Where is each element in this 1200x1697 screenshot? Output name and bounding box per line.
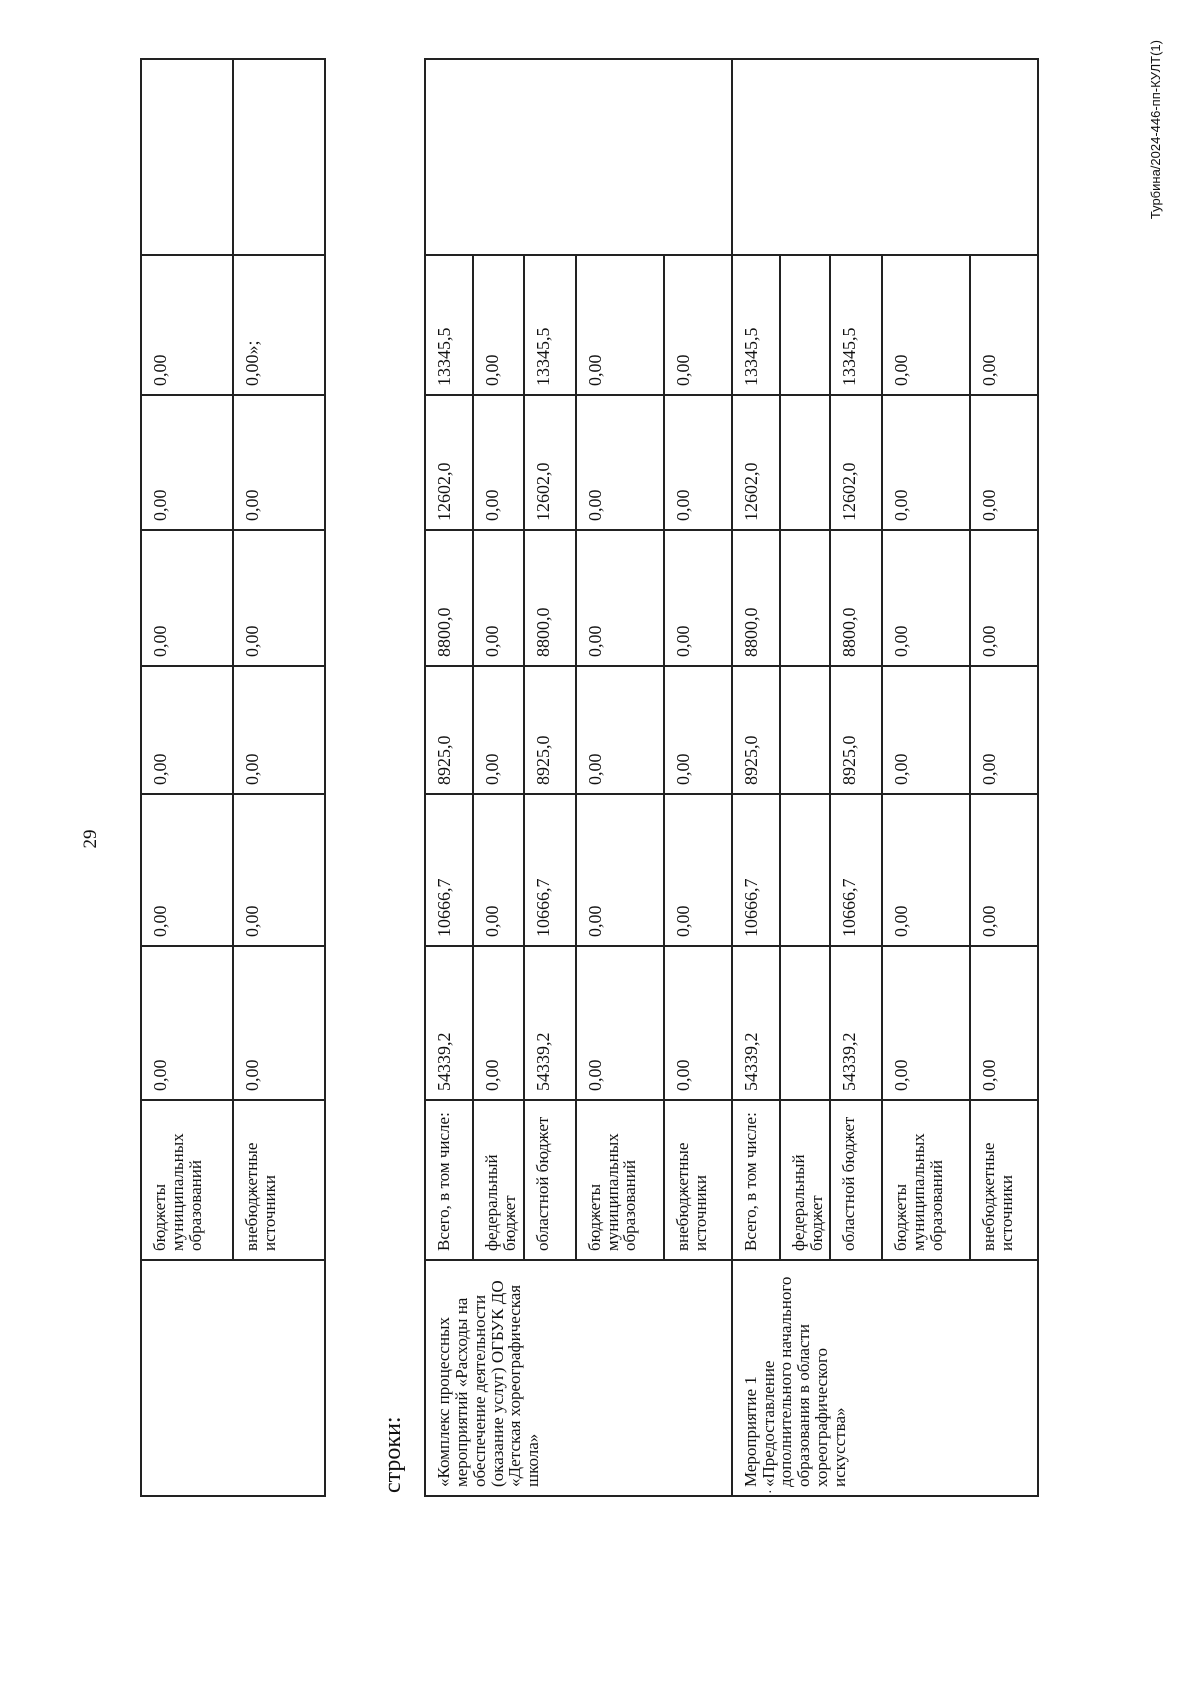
value-cell: 8925,0 <box>732 666 780 794</box>
source-cell: бюджеты муниципальных образований <box>576 1100 664 1260</box>
value-cell: 0,00 <box>882 530 970 666</box>
value-cell: 0,00 <box>664 255 732 395</box>
value-cell: 0,00 <box>141 794 233 946</box>
value-cell: 13345,5 <box>830 255 882 395</box>
value-cell: 0,00 <box>664 946 732 1100</box>
value-cell: 0,00 <box>473 255 524 395</box>
value-cell: 0,00 <box>576 395 664 530</box>
value-cell: 54339,2 <box>830 946 882 1100</box>
value-cell: 0,00 <box>233 794 325 946</box>
continuation-table-body <box>141 59 325 1496</box>
value-cell: 12602,0 <box>830 395 882 530</box>
value-cell: 0,00 <box>664 794 732 946</box>
value-cell: 0,00 <box>473 530 524 666</box>
value-cell: 54339,2 <box>524 946 576 1100</box>
value-cell: 0,00»; <box>233 255 325 395</box>
value-cell: 0,00 <box>233 666 325 794</box>
value-cell <box>780 395 831 530</box>
source-cell: бюджеты муниципальных образований <box>882 1100 970 1260</box>
source-cell: внебюджетные источники <box>233 1100 325 1260</box>
table-row <box>141 59 233 1496</box>
value-cell: 0,00 <box>576 255 664 395</box>
value-cell: 8925,0 <box>524 666 576 794</box>
source-cell: Всего, в том числе: <box>425 1100 473 1260</box>
source-cell: внебюджетные источники <box>970 1100 1038 1260</box>
value-cell: 8925,0 <box>425 666 473 794</box>
value-cell: 0,00 <box>141 255 233 395</box>
value-cell: 0,00 <box>970 794 1038 946</box>
page-number: 29 <box>80 829 101 849</box>
value-cell: 10666,7 <box>425 794 473 946</box>
main-table <box>424 58 1039 1497</box>
value-cell: 0,00 <box>882 255 970 395</box>
empty-cell <box>233 59 325 255</box>
table-row <box>425 59 473 1496</box>
lead-text: строки: <box>380 1416 406 1493</box>
value-cell: 0,00 <box>141 530 233 666</box>
block-title-cell: Мероприятие 1 «Предоставление дополнительного начального образования в области хореографического искусства» <box>732 1260 1039 1496</box>
value-cell: 0,00 <box>576 530 664 666</box>
value-cell: 0,00 <box>882 666 970 794</box>
value-cell: 0,00 <box>141 395 233 530</box>
value-cell: 54339,2 <box>425 946 473 1100</box>
value-cell: 0,00 <box>664 666 732 794</box>
value-cell: 0,00 <box>233 530 325 666</box>
value-cell: 0,00 <box>970 395 1038 530</box>
table-row <box>732 59 780 1496</box>
source-cell: Всего, в том числе: <box>732 1100 780 1260</box>
value-cell <box>780 794 831 946</box>
empty-cell <box>732 59 1039 255</box>
value-cell: 0,00 <box>970 946 1038 1100</box>
value-cell: 0,00 <box>141 946 233 1100</box>
value-cell: 10666,7 <box>732 794 780 946</box>
empty-cell <box>141 59 233 255</box>
value-cell: 8925,0 <box>830 666 882 794</box>
value-cell: 10666,7 <box>524 794 576 946</box>
source-cell: областной бюджет <box>524 1100 576 1260</box>
value-cell: 12602,0 <box>732 395 780 530</box>
block-title-cell: «Комплекс процессных мероприятий «Расходы на обеспечение деятельности (оказание услуг) ОГБУК ДО «Детская хореографическая школа» <box>425 1260 732 1496</box>
value-cell: 0,00 <box>882 395 970 530</box>
value-cell: 8800,0 <box>425 530 473 666</box>
value-cell: 0,00 <box>882 794 970 946</box>
value-cell: 8800,0 <box>524 530 576 666</box>
main-table-body <box>425 59 1038 1496</box>
source-cell: бюджеты муниципальных образований <box>141 1100 233 1260</box>
value-cell <box>780 255 831 395</box>
value-cell: 0,00 <box>141 666 233 794</box>
value-cell: 0,00 <box>233 395 325 530</box>
document-code: Турбина/2024-446-пп-КУЛТ(1) <box>1148 40 1163 220</box>
source-cell: внебюджетные источники <box>664 1100 732 1260</box>
source-cell: федеральный бюджет <box>473 1100 524 1260</box>
source-cell: областной бюджет <box>830 1100 882 1260</box>
value-cell <box>780 946 831 1100</box>
value-cell: 13345,5 <box>425 255 473 395</box>
value-cell: 12602,0 <box>524 395 576 530</box>
source-cell: федеральный бюджет <box>780 1100 831 1260</box>
value-cell <box>780 666 831 794</box>
value-cell: 54339,2 <box>732 946 780 1100</box>
value-cell: 0,00 <box>664 530 732 666</box>
value-cell: 0,00 <box>473 794 524 946</box>
value-cell: 10666,7 <box>830 794 882 946</box>
value-cell: 0,00 <box>576 794 664 946</box>
empty-title-cell <box>141 1260 325 1496</box>
empty-cell <box>425 59 732 255</box>
value-cell: 0,00 <box>664 395 732 530</box>
value-cell: 0,00 <box>970 530 1038 666</box>
value-cell: 13345,5 <box>524 255 576 395</box>
value-cell: 13345,5 <box>732 255 780 395</box>
value-cell: 0,00 <box>882 946 970 1100</box>
value-cell: 0,00 <box>473 946 524 1100</box>
value-cell: 0,00 <box>970 666 1038 794</box>
scan-mark: · <box>764 1489 779 1494</box>
value-cell: 12602,0 <box>425 395 473 530</box>
value-cell: 8800,0 <box>830 530 882 666</box>
value-cell: 0,00 <box>473 666 524 794</box>
value-cell: 0,00 <box>473 395 524 530</box>
continuation-table <box>140 58 326 1497</box>
value-cell <box>780 530 831 666</box>
value-cell: 0,00 <box>970 255 1038 395</box>
value-cell: 8800,0 <box>732 530 780 666</box>
value-cell: 0,00 <box>576 946 664 1100</box>
value-cell: 0,00 <box>233 946 325 1100</box>
value-cell: 0,00 <box>576 666 664 794</box>
